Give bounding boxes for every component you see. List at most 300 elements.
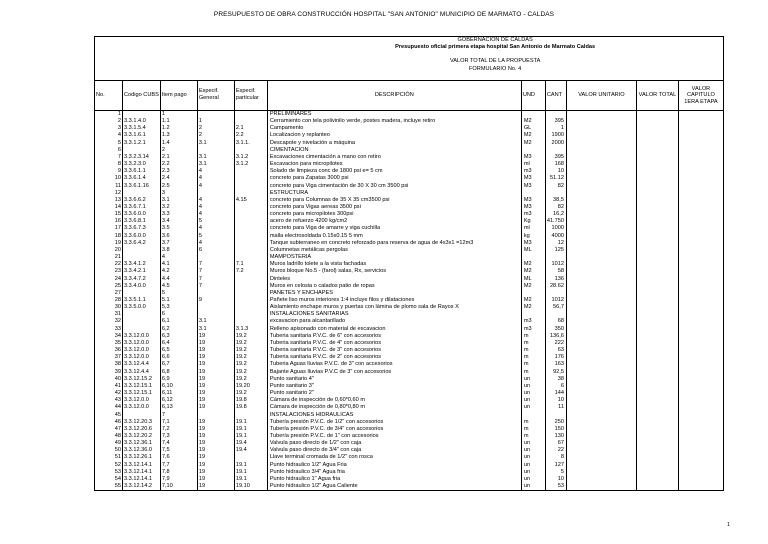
table-row [95, 347, 724, 354]
row-espec-particular: 19.1 [234, 426, 267, 433]
header-row-1 [95, 37, 724, 45]
row-valor-unitario [566, 476, 636, 483]
row-valor-total [636, 361, 678, 368]
row-valor-capitulo [678, 240, 723, 247]
row-no: 47 [95, 426, 123, 433]
row-item: 7,2 [160, 426, 197, 433]
row-descripcion: Valvula paso directo de 1/2" con caja [267, 440, 521, 447]
row-valor-unitario [566, 140, 636, 147]
row-valor-total [636, 318, 678, 325]
row-cant: 144 [545, 390, 566, 397]
row-espec-general: 3.1 [197, 161, 234, 168]
table-row [95, 383, 724, 390]
col-valor-capitulo: VALOR CAPITULO 1ERA ETAPA [678, 80, 723, 110]
row-cubs: 3.3.12.26.1 [123, 454, 161, 461]
row-espec-particular [234, 240, 267, 247]
row-cubs: 3.3.6.7.1 [123, 204, 161, 211]
row-descripcion: ESTRUCTURA [267, 190, 521, 197]
row-valor-capitulo [678, 211, 723, 218]
row-valor-unitario [566, 419, 636, 426]
row-no: 50 [95, 447, 123, 454]
row-no: 45 [95, 412, 123, 419]
row-cant: 68 [545, 318, 566, 325]
row-valor-capitulo [678, 283, 723, 290]
row-espec-general: 19 [197, 333, 234, 340]
row-valor-unitario [566, 404, 636, 411]
row-espec-general: 19 [197, 383, 234, 390]
row-espec-general: 19 [197, 462, 234, 469]
row-und: m3 [521, 168, 545, 175]
row-cubs: 3.3.6.7.3 [123, 225, 161, 232]
row-valor-unitario [566, 433, 636, 440]
row-no: 7 [95, 154, 123, 161]
row-espec-particular: 19.10 [234, 483, 267, 491]
row-item: 2.4 [160, 175, 197, 182]
row-descripcion: Muros bloque No.5 - (farol) salas, Rx, servicios [267, 268, 521, 275]
row-valor-unitario [566, 376, 636, 383]
table-row [95, 426, 724, 433]
row-und: GL [521, 125, 545, 132]
table-row [95, 125, 724, 132]
row-espec-particular [234, 168, 267, 175]
row-valor-capitulo [678, 247, 723, 254]
row-valor-unitario [566, 483, 636, 491]
row-item: 4.1 [160, 261, 197, 268]
row-valor-unitario [566, 118, 636, 125]
row-descripcion: concreto para micropilotes 300psi [267, 211, 521, 218]
row-descripcion: INSTALACIONES SANITARIAS [267, 311, 521, 318]
row-cubs: 3.3.12.0.0 [123, 347, 161, 354]
table-row [95, 276, 724, 283]
table-row [95, 361, 724, 368]
row-cubs: 3.3.4.2.1 [123, 268, 161, 275]
row-valor-capitulo [678, 347, 723, 354]
row-valor-total [636, 326, 678, 333]
row-und: kg [521, 233, 545, 240]
row-no: 17 [95, 225, 123, 232]
row-espec-general: 19 [197, 476, 234, 483]
row-item: 6,1 [160, 318, 197, 325]
row-valor-total [636, 412, 678, 419]
row-espec-particular: 19.2 [234, 361, 267, 368]
row-cubs [123, 247, 161, 254]
row-descripcion: excavacion para alcantarillado [267, 318, 521, 325]
row-descripcion: Solado de limpieza conc de 1800 psi e= 5 cm [267, 168, 521, 175]
row-no: 44 [95, 404, 123, 411]
row-cubs [123, 147, 161, 154]
row-cant: 4000 [545, 233, 566, 240]
chapter-row [95, 254, 724, 261]
row-und: m [521, 340, 545, 347]
row-descripcion: Cerramiento con tela polivinilo verde, postes madera, incluye retiro [267, 118, 521, 125]
row-valor-unitario [566, 276, 636, 283]
row-valor-unitario [566, 469, 636, 476]
row-espec-general: 3.1 [197, 318, 234, 325]
row-no: 11 [95, 183, 123, 190]
row-espec-general: 3.1 [197, 326, 234, 333]
row-cant: 10 [545, 168, 566, 175]
row-und: M2 [521, 118, 545, 125]
row-valor-capitulo [678, 276, 723, 283]
row-descripcion: Punto hidraulico 1" Agua fria [267, 476, 521, 483]
row-valor-unitario [566, 233, 636, 240]
row-cubs: 3.3.2.3.14 [123, 154, 161, 161]
table-row [95, 447, 724, 454]
row-espec-particular [234, 190, 267, 197]
row-cubs: 3.3.12.15.1 [123, 383, 161, 390]
row-cant: 12 [545, 240, 566, 247]
row-espec-particular: 19.2 [234, 333, 267, 340]
row-no: 14 [95, 204, 123, 211]
row-valor-unitario [566, 254, 636, 261]
row-cant: 222 [545, 340, 566, 347]
table-row [95, 183, 724, 190]
row-valor-capitulo [678, 311, 723, 318]
row-no: 16 [95, 218, 123, 225]
col-no: No. [95, 80, 123, 110]
row-valor-total [636, 426, 678, 433]
row-cubs: 3.3.2.3.0 [123, 161, 161, 168]
table-row [95, 404, 724, 411]
row-und: m [521, 426, 545, 433]
row-descripcion: Pañete liso muros interiores 1:4 incluye filos y dilataciones [267, 297, 521, 304]
row-item: 4.4 [160, 276, 197, 283]
row-espec-particular: 19.2 [234, 390, 267, 397]
row-item: 7,5 [160, 447, 197, 454]
row-item: 6,4 [160, 340, 197, 347]
row-valor-unitario [566, 154, 636, 161]
row-und [521, 311, 545, 318]
row-descripcion: Punto sanitario 2" [267, 390, 521, 397]
row-item: 3.4 [160, 218, 197, 225]
row-espec-general: 9 [197, 297, 234, 304]
row-valor-capitulo [678, 147, 723, 154]
row-valor-total [636, 154, 678, 161]
row-no: 28 [95, 297, 123, 304]
row-valor-total [636, 404, 678, 411]
row-espec-general: 4 [197, 168, 234, 175]
row-und: un [521, 404, 545, 411]
col-espec-general: Especif. General [197, 80, 234, 110]
row-espec-general: 19 [197, 426, 234, 433]
row-valor-capitulo [678, 383, 723, 390]
table-row [95, 469, 724, 476]
row-no: 27 [95, 290, 123, 297]
row-cant: 1012 [545, 297, 566, 304]
row-espec-particular [234, 218, 267, 225]
table-row [95, 440, 724, 447]
header-subtitle: Presupuesto oficial primera etapa hospital San Antonio de Marmato Caldas [267, 44, 723, 51]
row-cant: 350 [545, 326, 566, 333]
row-item: 3.1 [160, 197, 197, 204]
row-no: 5 [95, 140, 123, 147]
row-espec-particular [234, 233, 267, 240]
row-valor-unitario [566, 447, 636, 454]
row-valor-total [636, 469, 678, 476]
row-espec-general: 19 [197, 483, 234, 491]
row-valor-total [636, 161, 678, 168]
row-und: m [521, 333, 545, 340]
row-espec-particular [234, 118, 267, 125]
row-valor-total [636, 440, 678, 447]
row-espec-particular: 19.1 [234, 419, 267, 426]
row-und: m3 [521, 211, 545, 218]
header-gobernacion: GOBERNACIÓN DE CALDAS [267, 37, 723, 45]
row-descripcion: INSTALACIONES HIDRAULICAS [267, 412, 521, 419]
table-row [95, 218, 724, 225]
row-cubs: 3.3.12.4.4 [123, 369, 161, 376]
row-no: 20 [95, 247, 123, 254]
row-cant: 250 [545, 419, 566, 426]
table-row [95, 390, 724, 397]
row-espec-particular [234, 204, 267, 211]
row-valor-capitulo [678, 197, 723, 204]
row-item: 7,9 [160, 476, 197, 483]
row-descripcion: Tanque subterraneo en concreto reforzado para reserva de agua de 4x3x1 =12m3 [267, 240, 521, 247]
row-espec-particular: 7.2 [234, 268, 267, 275]
row-und: m [521, 419, 545, 426]
row-cant [545, 254, 566, 261]
row-valor-unitario [566, 440, 636, 447]
row-valor-capitulo [678, 361, 723, 368]
row-descripcion: Excavaciones cimentación a mano con retiro [267, 154, 521, 161]
row-descripcion: Punto sanitario 3" [267, 383, 521, 390]
row-descripcion: Muros ladrillo tolete a la vista fachadas [267, 261, 521, 268]
row-item: 3.5 [160, 225, 197, 232]
row-cant: 125 [545, 247, 566, 254]
row-cubs: 3.3.12.36.1 [123, 440, 161, 447]
row-valor-capitulo [678, 440, 723, 447]
row-cant: 1900 [545, 132, 566, 139]
row-descripcion: Cámara de inspección de 0,60*0,60 m [267, 397, 521, 404]
row-valor-capitulo [678, 140, 723, 147]
row-descripcion: concreto para Columnas de 35 X 35 cm3500 psi [267, 197, 521, 204]
row-descripcion: Tuberia sanitaria P.V.C. de 3" con accesorios [267, 347, 521, 354]
row-descripcion: Columnetas metálicas pergolas [267, 247, 521, 254]
row-valor-capitulo [678, 318, 723, 325]
row-cubs [123, 190, 161, 197]
row-cubs: 3.3.12.14.1 [123, 476, 161, 483]
row-valor-capitulo [678, 404, 723, 411]
row-descripcion: malla electrosoldada 0.15x0.15 5 mm [267, 233, 521, 240]
row-descripcion: concreto para Vigas aereas 3500 psi [267, 204, 521, 211]
row-cubs: 3.3.4.0.0 [123, 283, 161, 290]
row-espec-particular: 19.4 [234, 440, 267, 447]
row-descripcion: Bajante Aguas lluvias P.V.C de 3" con accesorios [267, 369, 521, 376]
row-espec-general: 4 [197, 204, 234, 211]
row-descripcion: Muros en celosia o calados patio de ropas [267, 283, 521, 290]
row-item: 3.7 [160, 240, 197, 247]
row-valor-total [636, 354, 678, 361]
row-cant: 22 [545, 447, 566, 454]
row-no: 38 [95, 361, 123, 368]
row-espec-particular: 19.8 [234, 397, 267, 404]
row-no: 9 [95, 168, 123, 175]
row-valor-capitulo [678, 304, 723, 311]
row-espec-general: 4 [197, 175, 234, 182]
row-valor-capitulo [678, 340, 723, 347]
row-valor-total [636, 147, 678, 154]
row-espec-particular: 2.2 [234, 132, 267, 139]
row-espec-particular: 3.1.2 [234, 161, 267, 168]
row-espec-general [197, 147, 234, 154]
row-valor-unitario [566, 347, 636, 354]
row-item: 4.5 [160, 283, 197, 290]
row-espec-general: 7 [197, 261, 234, 268]
row-valor-total [636, 397, 678, 404]
table-row [95, 161, 724, 168]
row-espec-particular: 3.1.2 [234, 154, 267, 161]
row-und: un [521, 440, 545, 447]
row-espec-particular: 2.1 [234, 125, 267, 132]
row-item: 6,10 [160, 383, 197, 390]
row-no: 52 [95, 462, 123, 469]
row-valor-total [636, 204, 678, 211]
row-no: 54 [95, 476, 123, 483]
row-espec-general: 7 [197, 283, 234, 290]
table-row [95, 304, 724, 311]
row-valor-capitulo [678, 369, 723, 376]
row-valor-total [636, 168, 678, 175]
row-cant [545, 190, 566, 197]
row-und: m3 [521, 326, 545, 333]
row-valor-total [636, 132, 678, 139]
row-valor-total [636, 390, 678, 397]
row-espec-particular: 19.1 [234, 476, 267, 483]
row-valor-capitulo [678, 419, 723, 426]
row-no: 30 [95, 304, 123, 311]
header-formulario: FORMULARIO No. 4 [267, 66, 723, 73]
row-valor-capitulo [678, 326, 723, 333]
row-valor-unitario [566, 454, 636, 461]
row-und [521, 147, 545, 154]
row-valor-total [636, 454, 678, 461]
row-valor-capitulo [678, 261, 723, 268]
row-no: 35 [95, 340, 123, 347]
row-valor-unitario [566, 161, 636, 168]
row-valor-capitulo [678, 290, 723, 297]
row-cant: 82 [545, 204, 566, 211]
col-item: Item pago [160, 80, 197, 110]
row-espec-general: 7 [197, 268, 234, 275]
row-und: m [521, 433, 545, 440]
table-row [95, 132, 724, 139]
table-row [95, 247, 724, 254]
table-row [95, 326, 724, 333]
row-item: 2.3 [160, 168, 197, 175]
row-und: M2 [521, 132, 545, 139]
row-und [521, 190, 545, 197]
row-item: 1.1 [160, 118, 197, 125]
row-descripcion: concreto para Viga de amarre y viga cuchilla [267, 225, 521, 232]
row-item: 6 [160, 311, 197, 318]
row-descripcion: PAÑETES Y ENCHAPES [267, 290, 521, 297]
row-valor-unitario [566, 261, 636, 268]
row-item: 5,3 [160, 304, 197, 311]
row-no: 3 [95, 125, 123, 132]
row-und: M3 [521, 204, 545, 211]
row-espec-general: 19 [197, 361, 234, 368]
row-espec-particular: 7.1 [234, 261, 267, 268]
row-descripcion: Punto sanitario 4" [267, 376, 521, 383]
row-espec-general: 2 [197, 125, 234, 132]
row-item: 1.2 [160, 125, 197, 132]
row-item: 2 [160, 147, 197, 154]
table-row [95, 283, 724, 290]
table-row [95, 297, 724, 304]
row-valor-unitario [566, 247, 636, 254]
row-valor-capitulo [678, 476, 723, 483]
chapter-row [95, 311, 724, 318]
row-valor-capitulo [678, 297, 723, 304]
row-descripcion: CIMENTACION [267, 147, 521, 154]
row-valor-unitario [566, 211, 636, 218]
row-valor-capitulo [678, 175, 723, 182]
row-und: ML [521, 276, 545, 283]
row-espec-particular [234, 211, 267, 218]
table-row [95, 204, 724, 211]
row-und: M2 [521, 304, 545, 311]
row-no: 53 [95, 469, 123, 476]
row-descripcion: concreto para Viga cimentación de 30 X 30 cm 3500 psi [267, 183, 521, 190]
row-valor-unitario [566, 462, 636, 469]
row-descripcion: Campamento [267, 125, 521, 132]
row-cubs: 3.3.12.20.2 [123, 433, 161, 440]
row-item: 6,2 [160, 326, 197, 333]
row-valor-unitario [566, 383, 636, 390]
row-no: 18 [95, 233, 123, 240]
row-valor-unitario [566, 340, 636, 347]
row-valor-total [636, 247, 678, 254]
row-espec-general [197, 110, 234, 118]
row-valor-total [636, 476, 678, 483]
row-und: un [521, 469, 545, 476]
row-no: 22 [95, 261, 123, 268]
row-descripcion: Excavacion para micropilotes [267, 161, 521, 168]
row-cant: 6 [545, 383, 566, 390]
row-und: un [521, 390, 545, 397]
row-item: 6,7 [160, 361, 197, 368]
row-espec-particular [234, 283, 267, 290]
table-row [95, 168, 724, 175]
row-valor-capitulo [678, 412, 723, 419]
table-row [95, 118, 724, 125]
row-descripcion: Localizacion y replanteo [267, 132, 521, 139]
row-valor-total [636, 283, 678, 290]
row-cant: 58 [545, 268, 566, 275]
row-espec-particular: 19.1 [234, 469, 267, 476]
row-espec-general: 7 [197, 276, 234, 283]
row-espec-particular [234, 225, 267, 232]
row-cant: 28.62 [545, 283, 566, 290]
row-valor-total [636, 118, 678, 125]
row-valor-total [636, 290, 678, 297]
row-espec-particular [234, 175, 267, 182]
row-no: 2 [95, 118, 123, 125]
header-row-3 [95, 58, 724, 65]
row-valor-capitulo [678, 426, 723, 433]
row-und: m [521, 369, 545, 376]
row-cubs: 3.3.12.20.6 [123, 426, 161, 433]
row-descripcion: Tuberia sanitaria P.V.C. de 6" con accesorios [267, 333, 521, 340]
row-valor-unitario [566, 225, 636, 232]
row-valor-unitario [566, 240, 636, 247]
row-valor-total [636, 110, 678, 118]
row-no: 1 [95, 110, 123, 118]
row-und: m [521, 347, 545, 354]
row-valor-total [636, 433, 678, 440]
row-no: 13 [95, 197, 123, 204]
